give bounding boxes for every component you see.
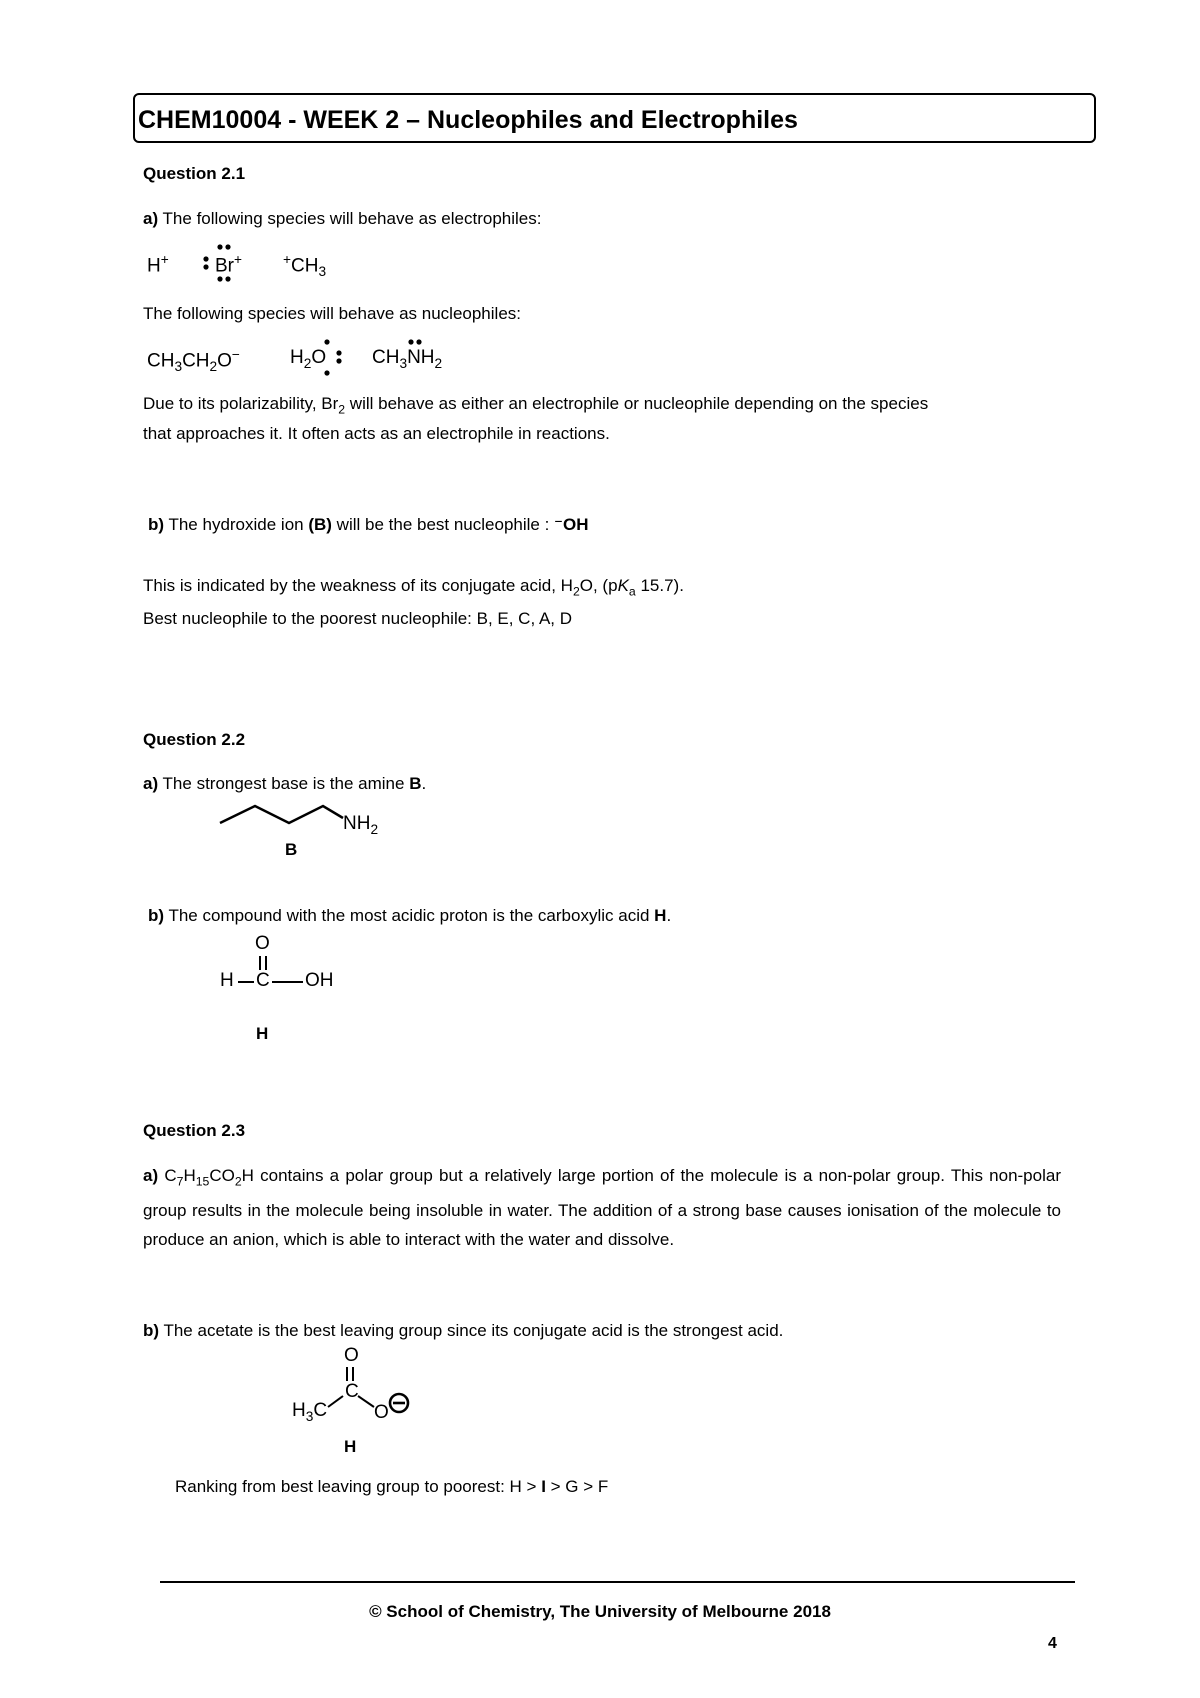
electrophile-h-plus: H+ <box>147 252 169 277</box>
question-2-2-heading: Question 2.2 <box>143 730 246 749</box>
formic-acid-o: O <box>255 933 270 954</box>
acetate-ch3-bond <box>328 1396 343 1407</box>
q23b-line: b) The acetate is the best leaving group since its conjugate acid is the strongest acid. <box>143 1321 784 1340</box>
formic-acid-h: H <box>220 970 234 991</box>
acetate-h3c: $H_3C$ <box>292 1400 328 1424</box>
nucleophile-ethoxide: $CH_3CH_2O^-$ <box>147 347 240 375</box>
footer-divider <box>160 1581 1075 1583</box>
page-number: 4 <box>1048 1635 1057 1652</box>
footer-copyright: © School of Chemistry, The University of Melbourne 2018 <box>369 1602 831 1621</box>
formic-acid-oh: OH <box>305 970 334 991</box>
q23b-ranking: Ranking from best leaving group to poorest: H > I > G > F <box>175 1477 609 1496</box>
q21b-ranking: Best nucleophile to the poorest nucleophile: B, E, C, A, D <box>143 609 573 628</box>
acetate-o-right: O <box>374 1402 389 1423</box>
q21b-line: b) The hydroxide ion (B) will be the best nucleophile : ⁻OH <box>148 515 589 534</box>
electrophile-ch3-plus: $^+CH_3$ <box>283 252 327 280</box>
q23a-paragraph: a) $C_7H_{15}CO_2H$ contains a polar group but a relatively large portion of the molecule is a non-polar group. This non-polar group results in the molecule being insoluble in water. The addition of a strong base causes ionisation of the molecule to produce an anion, which is able to interact with the water and dissolve. <box>143 1166 1061 1250</box>
q21a-label: a) <box>143 209 159 228</box>
q21a-text: The following species will behave as electrophiles: <box>162 209 542 228</box>
q21b-conjugate-line: This is indicated by the weakness of its conjugate acid, $H_2O$, ($pK_a$ 15.7). <box>143 576 684 599</box>
acetate-letter: H <box>344 1437 357 1456</box>
hydroxide-ion: ⁻OH <box>554 515 589 534</box>
q22a-line: a) The strongest base is the amine B. <box>143 774 427 793</box>
electrophile-br-plus: Br+ <box>215 252 242 277</box>
question-2-3-heading: Question 2.3 <box>143 1121 246 1140</box>
br2-line-1: Due to its polarizability, $Br_2$ will behave as either an electrophile or nucleophile depending on the species <box>143 394 929 417</box>
amine-b-label: B <box>285 840 298 859</box>
question-2-1-heading: Question 2.1 <box>143 164 246 183</box>
formic-acid-c: C <box>256 970 270 991</box>
formic-acid-letter: H <box>256 1024 269 1043</box>
q21-nuc-intro: The following species will behave as nucleophiles: <box>143 304 521 323</box>
negative-charge-icon <box>390 1394 408 1412</box>
acetate-o-bond <box>358 1396 374 1407</box>
br2-line-2: that approaches it. It often acts as an electrophile in reactions. <box>143 424 610 443</box>
acetate-o-top: O <box>344 1345 359 1366</box>
amine-nh2-label: $NH_2$ <box>343 813 379 837</box>
nucleophile-methylamine: $CH_3NH_2$ <box>372 347 443 371</box>
q22b-line: b) The compound with the most acidic proton is the carboxylic acid H. <box>148 906 672 925</box>
acetate-c: C <box>345 1381 359 1402</box>
page-title: CHEM10004 - WEEK 2 – Nucleophiles and Electrophiles <box>138 106 798 134</box>
nucleophile-water: $H_2O$ <box>290 347 327 371</box>
